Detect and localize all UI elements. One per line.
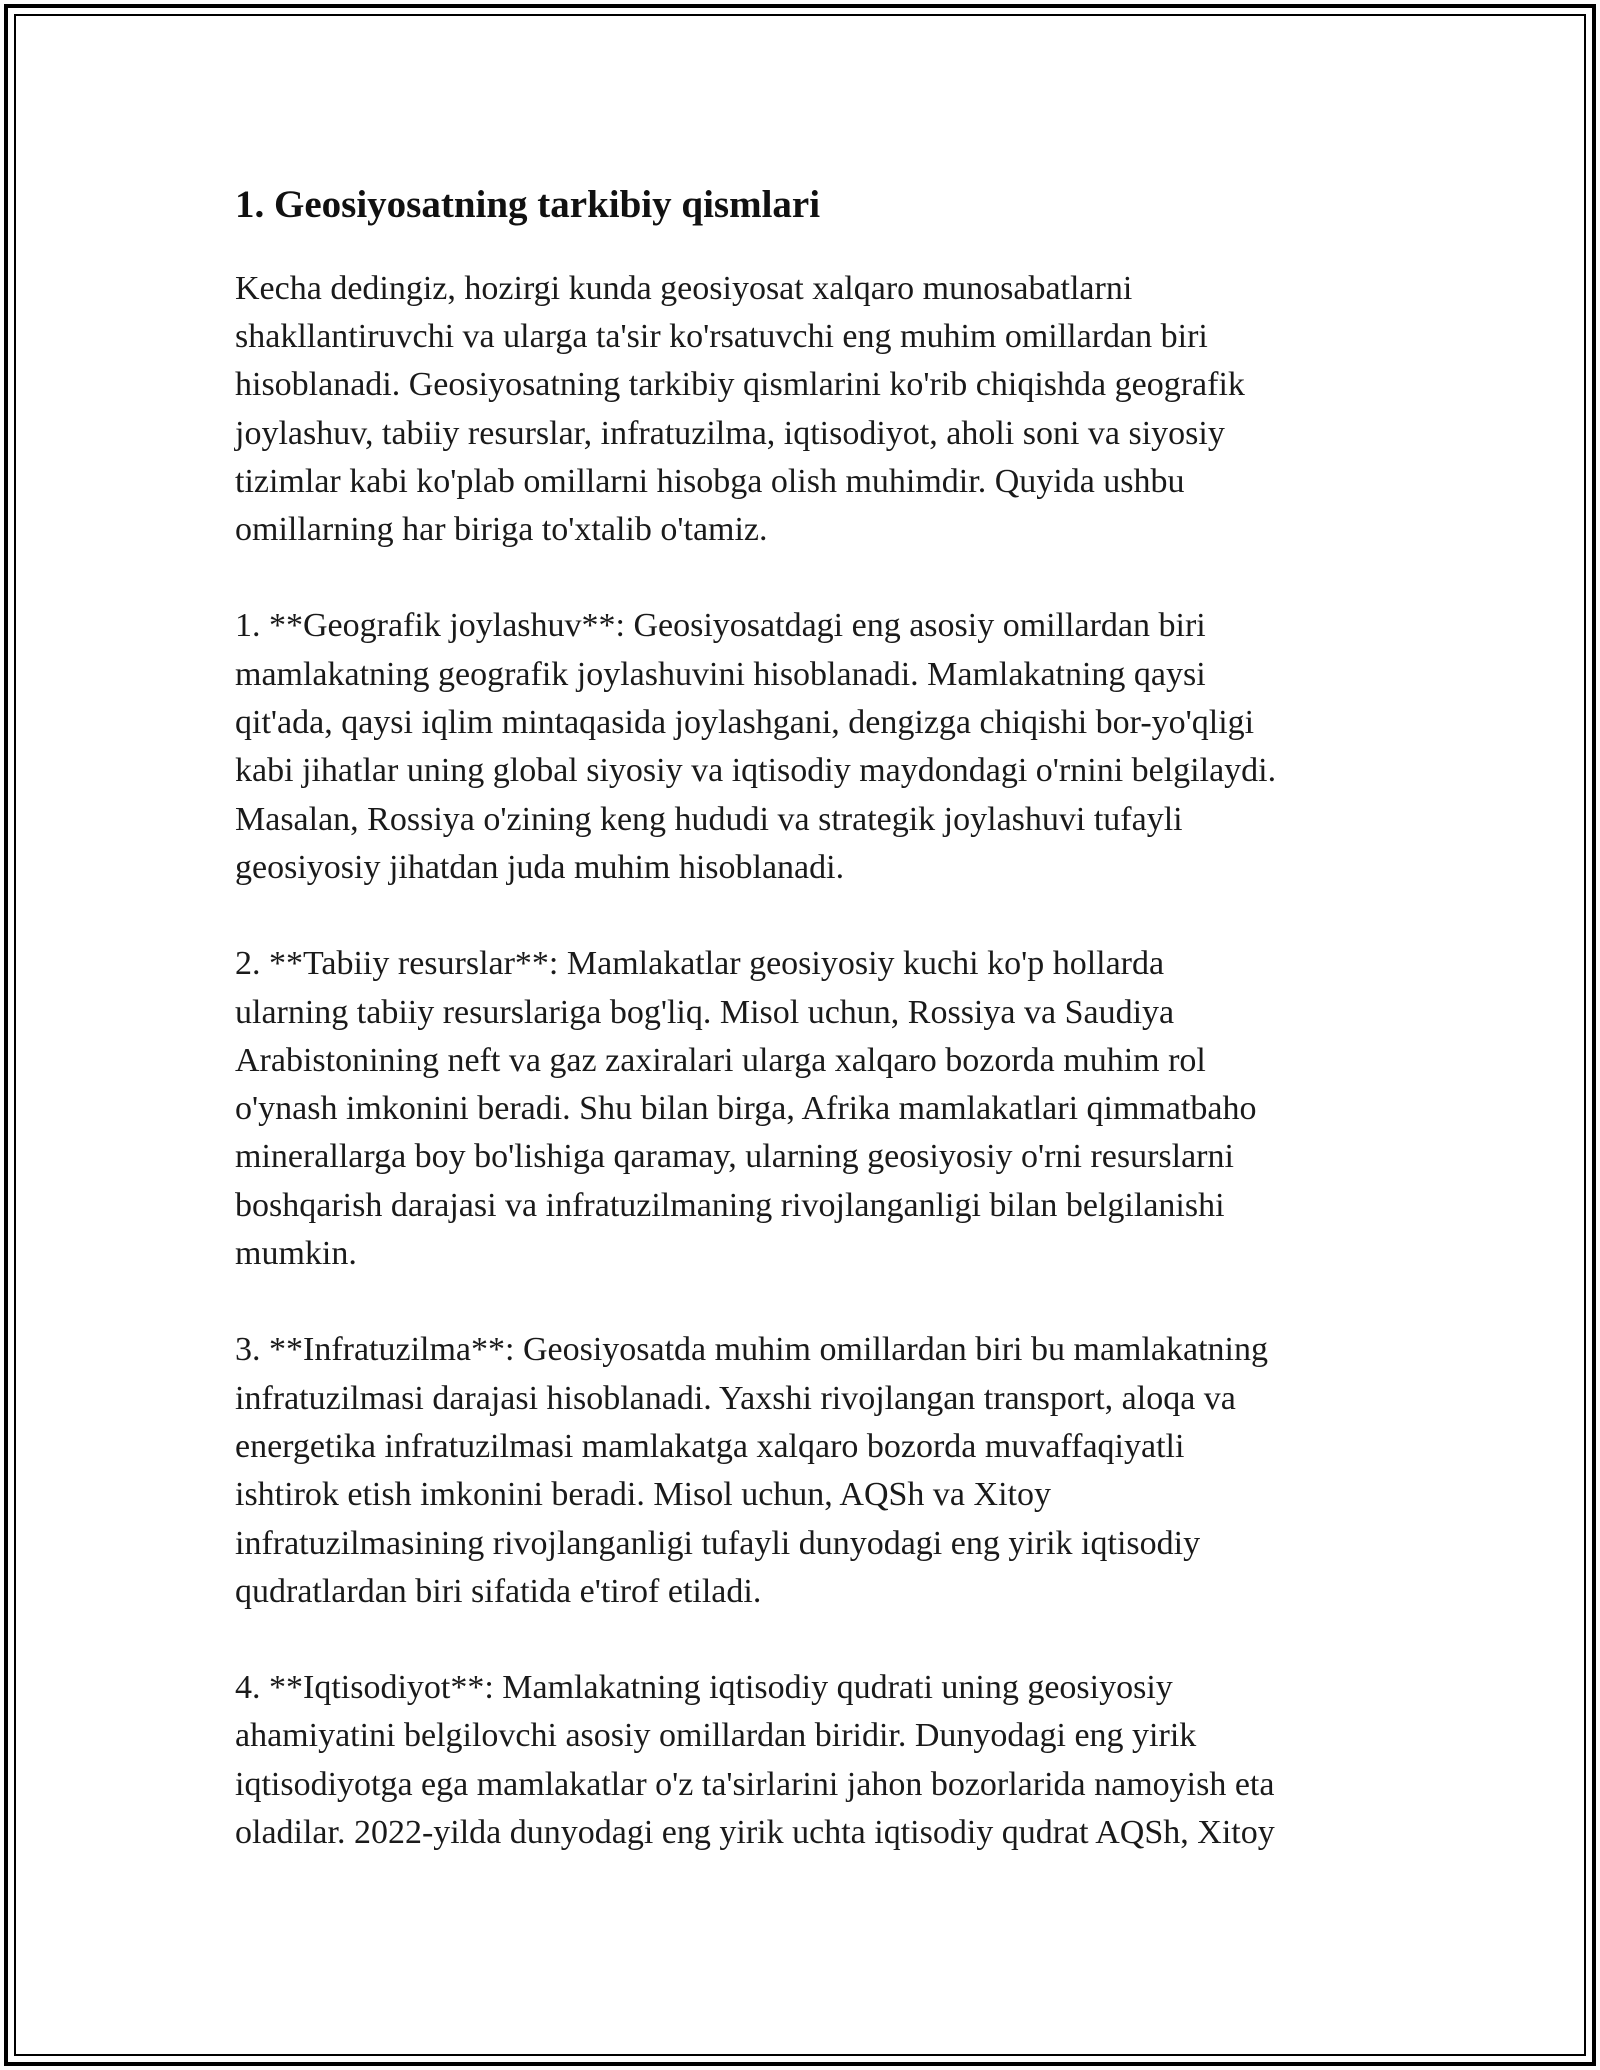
document-body xyxy=(235,180,1385,1905)
paragraph-geografik-joylashuv: 1. **Geografik joylashuv**: Geosiyosatdagi eng asosiy omillardan biri mamlakatning geografik joylashuvini hisoblanadi. Mamlakatning qaysi qit'ada, qaysi iqlim mintaqasida joylashgani, dengizga chiqishi bor-yo'qligi kabi jihatlar uning global siyosiy va iqtisodiy maydondagi o'rnini belgilaydi. Masalan, Rossiya o'zining keng hududi va strategik joylashuvi tufayli geosiyosiy jihatdan juda muhim hisoblanadi. xyxy=(235,607,1277,886)
paragraph-tabiiy-resurslar: 2. **Tabiiy resurslar**: Mamlakatlar geosiyosiy kuchi ko'p hollarda ularning tabiiy resurslariga bog'liq. Misol uchun, Rossiya va Saudiya Arabistonining neft va gaz zaxiralari ularga xalqaro bozorda muhim rol o'ynash imkonini beradi. Shu bilan birga, Afrika mamlakatlari qimmatbaho minerallarga boy bo'lishiga qaramay, ularning geosiyosiy o'rni resurslarni boshqarish darajasi va infratuzilmaning rivojlanganligi bilan belgilanishi mumkin. xyxy=(235,945,1257,1273)
paragraph-infratuzilma: 3. **Infratuzilma**: Geosiyosatda muhim omillardan biri bu mamlakatning infratuzilmasi darajasi hisoblanadi. Yaxshi rivojlangan transport, aloqa va energetika infratuzilmasi mamlakatga xalqaro bozorda muvaffaqiyatli ishtirok etish imkonini beradi. Misol uchun, AQSh va Xitoy infratuzilmasining rivojlanganligi tufayli dunyodagi eng yirik iqtisodiy qudratlardan biri sifatida e'tirof etiladi. xyxy=(235,1331,1268,1610)
section-heading: 1. Geosiyosatning tarkibiy qismlari xyxy=(235,183,821,226)
paragraph-intro: Kecha dedingiz, hozirgi kunda geosiyosat xalqaro munosabatlarni shakllantiruvchi va ularga ta'sir ko'rsatuvchi eng muhim omillardan biri hisoblanadi. Geosiyosatning tarkibiy qismlarini ko'rib chiqishda geografik joylashuv, tabiiy resurslar, infratuzilma, iqtisodiyot, aholi soni va siyosiy tizimlar kabi ko'plab omillarni hisobga olish muhimdir. Quyida ushbu omillarning har biriga to'xtalib o'tamiz. xyxy=(235,269,1245,549)
paragraph-iqtisodiyot: 4. **Iqtisodiyot**: Mamlakatning iqtisodiy qudrati uning geosiyosiy ahamiyatini belgilovchi asosiy omillardan biridir. Dunyodagi eng yirik iqtisodiyotga ega mamlakatlar o'z ta'sirlarini jahon bozorlarida namoyish eta oladilar. 2022-yilda dunyodagi eng yirik uchta iqtisodiy qudrat AQSh, Xitoy xyxy=(235,1669,1275,1851)
